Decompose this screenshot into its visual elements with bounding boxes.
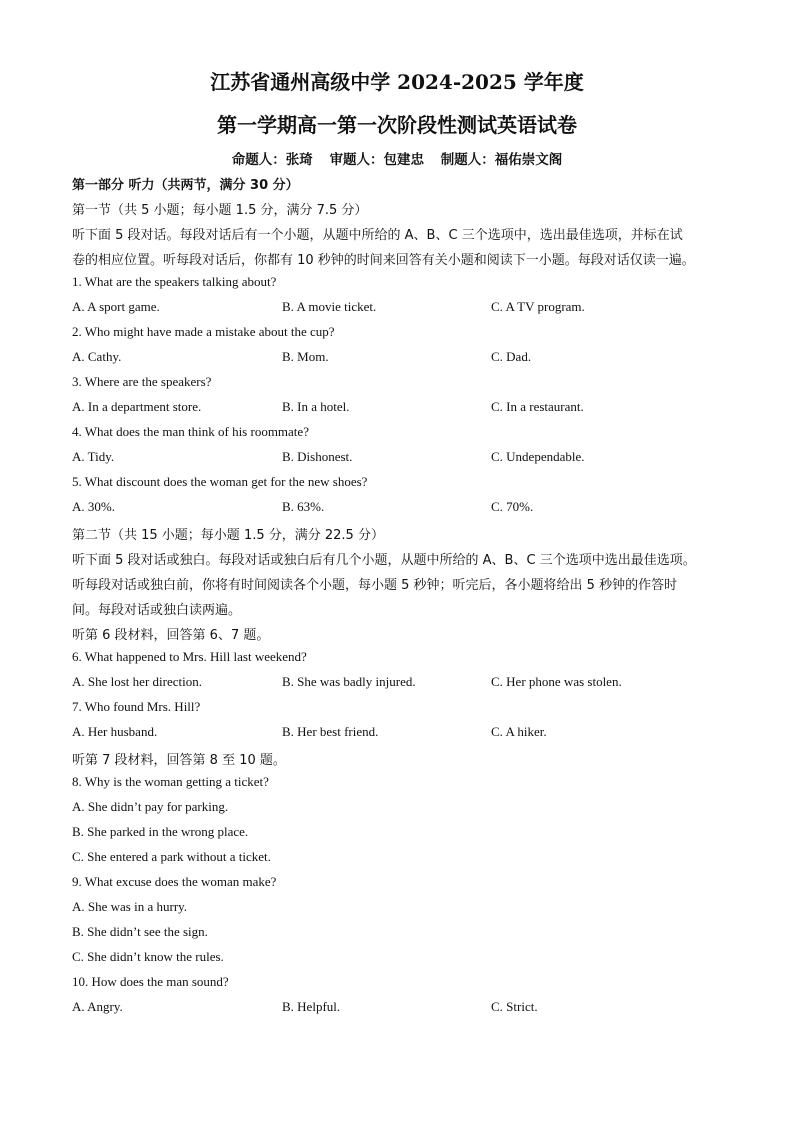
option-b: B. She was badly injured.: [282, 674, 416, 689]
option-a: A. She was in a hurry.: [72, 899, 188, 914]
section1-instructions-line2: 卷的相应位置。听每段对话后，你都有 10 秒钟的时间来回答有关小题和阅读下一小题。每段对话仅读一遍。: [72, 253, 695, 268]
option-c: C. Her phone was stolen.: [491, 674, 622, 689]
option-b: B. Her best friend.: [282, 724, 379, 739]
section2-heading: 第二节（共 15 小题；每小题 1.5 分，满分 22.5 分）: [72, 528, 384, 543]
producer-label: 制题人：福佑崇文阁: [440, 152, 563, 168]
option-a: A. Cathy.: [72, 349, 122, 364]
option-c: C. Dad.: [491, 349, 532, 364]
option-c: C. In a restaurant.: [491, 399, 584, 414]
option-b: B. She didn’t see the sign.: [72, 924, 208, 939]
option-a: A. She lost her direction.: [72, 674, 202, 689]
option-a: A. Angry.: [72, 999, 123, 1014]
option-c: C. 70%.: [491, 499, 534, 514]
question-text: 5. What discount does the woman get for the new shoes?: [72, 474, 368, 489]
question-text: 10. How does the man sound?: [72, 974, 229, 989]
question-text: 6. What happened to Mrs. Hill last weekend?: [72, 649, 307, 664]
option-c: C. A hiker.: [491, 724, 547, 739]
exam-title-school: 江苏省通州高级中学 2024-2025 学年度: [210, 70, 584, 94]
material-7-note: 听第 7 段材料，回答第 8 至 10 题。: [72, 753, 286, 768]
option-a: A. In a department store.: [72, 399, 202, 414]
material-6-note: 听第 6 段材料，回答第 6、7 题。: [72, 628, 270, 643]
option-a: A. A sport game.: [72, 299, 160, 314]
section1-heading: 第一节（共 5 小题；每小题 1.5 分，满分 7.5 分）: [72, 203, 368, 218]
question-text: 8. Why is the woman getting a ticket?: [72, 774, 269, 789]
question-text: 2. Who might have made a mistake about the cup?: [72, 324, 335, 339]
exam-title-test: 第一学期高一第一次阶段性测试英语试卷: [217, 113, 577, 137]
option-a: A. Her husband.: [72, 724, 158, 739]
section2-instructions-line2: 听每段对话或独白前，你将有时间阅读各个小题，每小题 5 秒钟；听完后，各小题将给出 5 秒钟的作答时: [72, 578, 678, 593]
option-b: B. A movie ticket.: [282, 299, 377, 314]
option-c: C. A TV program.: [491, 299, 585, 314]
option-b: B. 63%.: [282, 499, 325, 514]
question-text: 4. What does the man think of his roommate?: [72, 424, 309, 439]
option-a: A. Tidy.: [72, 449, 115, 464]
option-b: B. In a hotel.: [282, 399, 350, 414]
section1-instructions-line1: 听下面 5 段对话。每段对话后有一个小题，从题中所给的 A、B、C 三个选项中，选出最佳选项，并标在试: [72, 228, 683, 243]
option-a: A. She didn’t pay for parking.: [72, 799, 229, 814]
option-c: C. She entered a park without a ticket.: [72, 849, 271, 864]
option-c: C. Strict.: [491, 999, 538, 1014]
option-b: B. Dishonest.: [282, 449, 353, 464]
option-c: C. Undependable.: [491, 449, 585, 464]
section2-instructions-line1: 听下面 5 段对话或独白。每段对话或独白后有几个小题，从题中所给的 A、B、C 三个选项中选出最佳选项。: [72, 553, 696, 568]
question-text: 3. Where are the speakers?: [72, 374, 212, 389]
option-c: C. She didn’t know the rules.: [72, 949, 224, 964]
setter-label: 命题人：张琦: [231, 152, 313, 168]
question-text: 9. What excuse does the woman make?: [72, 874, 277, 889]
exam-authors: [0, 148, 794, 168]
option-b: B. Helpful.: [282, 999, 341, 1014]
section2-instructions-line3: 间。每段对话或独白读两遍。: [72, 603, 242, 618]
part1-heading: 第一部分 听力（共两节，满分 30 分）: [72, 178, 299, 193]
option-a: A. 30%.: [72, 499, 115, 514]
question-text: 7. Who found Mrs. Hill?: [72, 699, 201, 714]
question-text: 1. What are the speakers talking about?: [72, 274, 277, 289]
option-b: B. She parked in the wrong place.: [72, 824, 249, 839]
reviewer-label: 审题人：包建忠: [329, 152, 424, 168]
option-b: B. Mom.: [282, 349, 329, 364]
